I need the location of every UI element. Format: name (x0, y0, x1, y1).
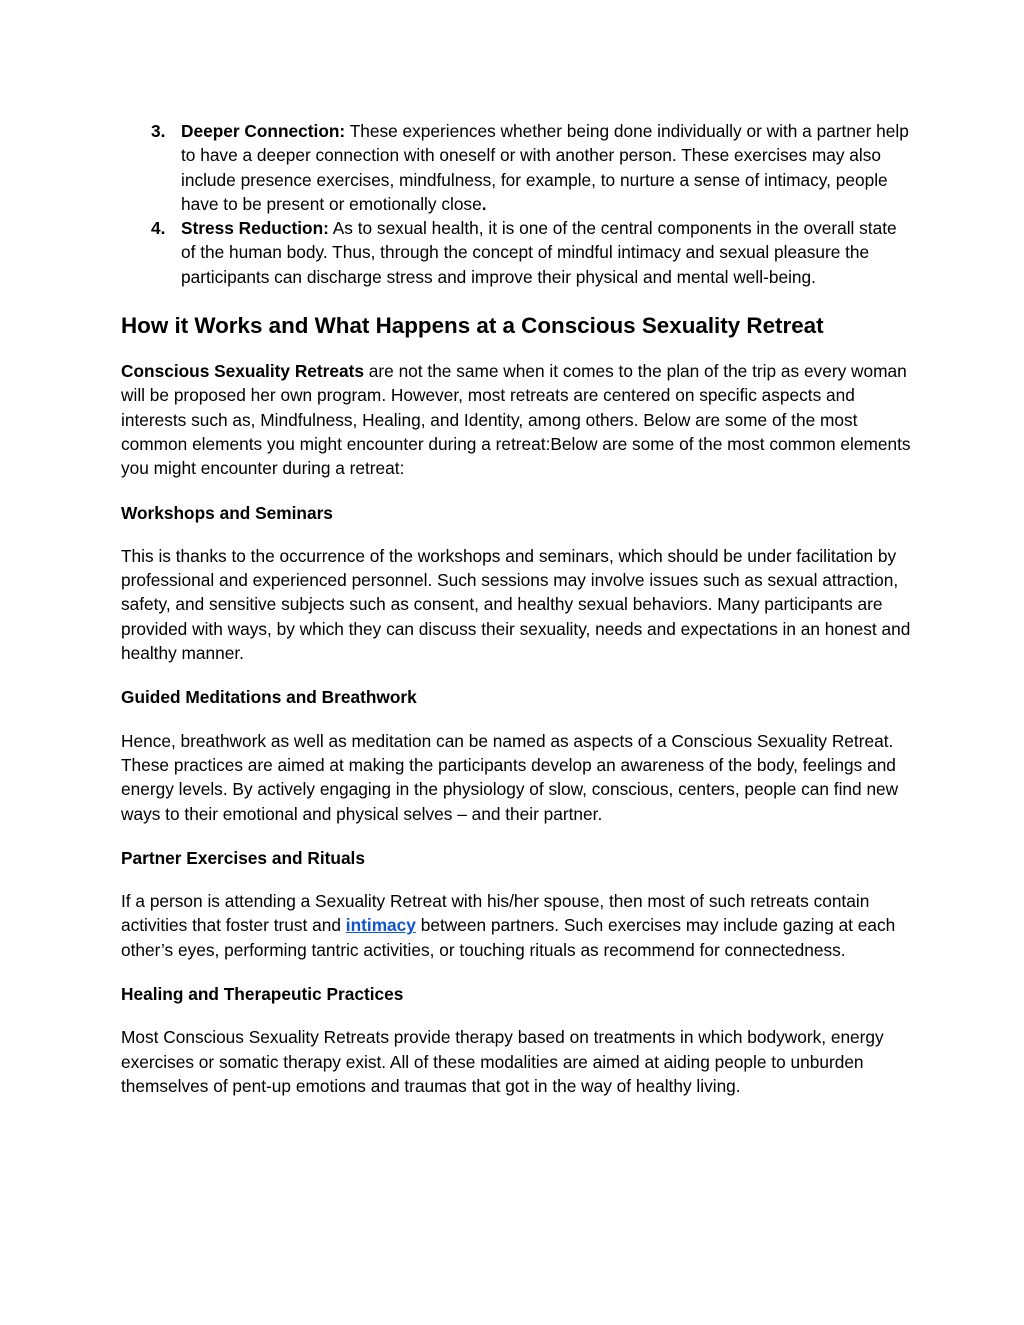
list-item-end: . (481, 193, 487, 214)
paragraph-text-before: If a person is attending a Sexuality Retreat with his/her spouse, then most of such retreats contain activities that foster trust and (121, 891, 870, 936)
paragraph-meditations: Hence, breathwork as well as meditation can be named as aspects of a Conscious Sexuality Retreat. These practices are aimed at making the participants develop an awareness of the body, feelings and energy levels. By actively engaging in the physiology of slow, conscious, centers, people can find new ways to their emotional and physical selves – and their partner. (121, 730, 899, 824)
paragraph-workshops: This is thanks to the occurrence of the workshops and seminars, which should be under facilitation by professional and experienced personnel. Such sessions may involve issues such as sexual attraction, safety, and sensitive subjects such as consent, and healthy sexual behaviors. Many participants are provided with ways, by which they can discuss their sexuality, needs and expectations in an honest and healthy manner. (121, 545, 911, 664)
subheading-partner-exercises: Partner Exercises and Rituals (121, 847, 365, 868)
paragraph-text-after: between partners. Such exercises may include gazing at each other’s eyes, performing tantric activities, or touching rituals as recommend for connectedness. (121, 915, 896, 960)
list-item-text: As to sexual health, it is one of the central components in the overall state of the human body. Thus, through the concept of mindful intimacy and sexual pleasure the participants can discharge stress and improve their physical and mental well-being. (181, 218, 897, 287)
paragraph-partner-exercises (121, 889, 911, 962)
subheading-healing: Healing and Therapeutic Practices (121, 984, 404, 1005)
list-item-text: These experiences whether being done individually or with a partner help to have a deeper connection with oneself or with another person. These exercises may also include presence exercises, mindfulness, for example, to nurture a sense of intimacy, people have to be present or emotionally close (181, 121, 909, 214)
document-page (121, 119, 911, 1098)
subheading-workshops: Workshops and Seminars (121, 502, 333, 523)
intro-text: are not the same when it comes to the plan of the trip as every woman will be proposed her own program. However, most retreats are centered on specific aspects and interests such as, Mindfulness, Healing, and Identity, among others. Below are some of the most common elements you might encounter during a retreat:Below are some of the most common elements you might encounter during a retreat: (121, 361, 911, 479)
paragraph-healing: Most Conscious Sexuality Retreats provide therapy based on treatments in which bodywork, energy exercises or somatic therapy exist. All of these modalities are aimed at aiding people to unburden themselves of pent-up emotions and traumas that got in the way of healthy living. (121, 1027, 884, 1096)
list-item-title: Stress Reduction: (181, 218, 329, 239)
benefits-list (121, 119, 911, 289)
intimacy-link[interactable]: intimacy (345, 915, 416, 936)
subheading-meditations: Guided Meditations and Breathwork (121, 687, 417, 708)
list-number: 3. (151, 121, 166, 141)
intro-lead: Conscious Sexuality Retreats (121, 361, 364, 382)
list-item-title: Deeper Connection: (181, 121, 346, 141)
intro-paragraph (121, 359, 911, 480)
section-heading-main: How it Works and What Happens at a Conscious Sexuality Retreat (121, 313, 824, 339)
list-number: 4. (151, 218, 166, 239)
list-item-deeper-connection (121, 119, 911, 216)
list-item-stress-reduction (121, 216, 911, 289)
